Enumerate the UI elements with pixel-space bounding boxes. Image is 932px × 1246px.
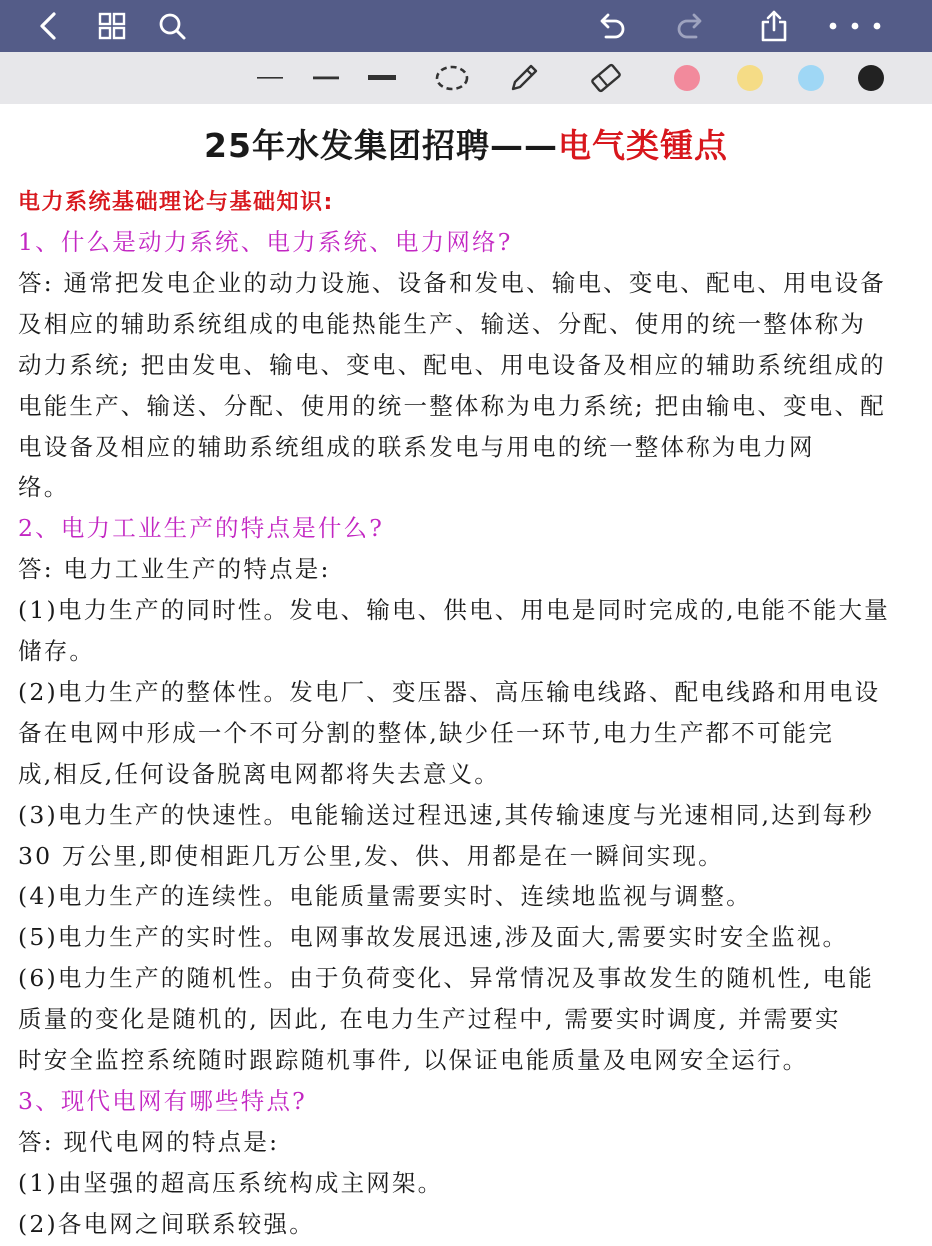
text-line: (1)电力生产的同时性。发电、输电、供电、用电是同时完成的,电能不能大量 [18,596,890,625]
color-swatch [858,65,884,91]
text-line: (2)电力生产的整体性。发电厂、变压器、高压输电线路、配电线路和用电设 [18,677,881,706]
color-yellow-button[interactable] [735,52,765,104]
eraser-button[interactable] [586,52,626,104]
section-heading: 电力系统基础理论与基础知识: [18,190,334,215]
redo-icon [674,11,708,41]
text-line: 30 万公里,即使相距几万公里,发、供、用都是在一瞬间实现。 [18,841,724,870]
color-blue-button[interactable] [796,52,826,104]
pencil-button[interactable] [504,52,544,104]
undo-icon [594,11,628,41]
share-icon [759,9,789,43]
top-navigation-bar [0,0,932,52]
chevron-left-icon [37,11,59,41]
text-line: 答: 通常把发电企业的动力设施、设备和发电、输电、变电、配电、用电设备 [18,268,886,297]
color-swatch [798,65,824,91]
color-swatch [737,65,763,91]
pen-thin-icon [257,75,283,81]
more-icon [825,21,885,31]
question-heading: 3、现代电网有哪些特点? [18,1086,307,1115]
text-line: 及相应的辅助系统组成的电能热能生产、输送、分配、使用的统一整体称为 [18,309,867,338]
text-line: 成,相反,任何设备脱离电网都将失去意义。 [18,759,500,788]
text-line: 电能生产、输送、分配、使用的统一整体称为电力系统; 把由输电、变电、配 [18,391,886,420]
text-line: 储存。 [18,637,96,665]
pen-thin-button[interactable] [255,52,285,104]
text-line: (4)电力生产的连续性。电能质量需要实时、连续地监视与调整。 [18,882,752,911]
pen-medium-icon [313,75,339,81]
document-page [0,104,932,1246]
question-heading: 1、什么是动力系统、电力系统、电力网络? [18,228,513,256]
text-line: (5)电力生产的实时性。电网事故发展迅速,涉及面大,需要实时安全监视。 [18,923,849,952]
search-button[interactable] [154,0,190,52]
text-line: 时安全监控系统随时跟踪随机事件, 以保证电能质量及电网安全运行。 [18,1046,809,1074]
eraser-icon [588,61,624,95]
undo-button[interactable] [592,0,630,52]
grid-icon [97,11,127,41]
color-swatch [674,65,700,91]
text-line: (2)各电网之间联系较强。 [18,1209,315,1238]
text-line: 答: 现代电网的特点是: [18,1127,280,1156]
pen-thick-icon [368,74,396,82]
title-highlight: 电气类锺点 [557,126,728,165]
text-line: 备在电网中形成一个不可分割的整体,缺少任一环节,电力生产都不可能完 [18,718,835,747]
thumbnail-grid-button[interactable] [94,0,130,52]
text-line: (3)电力生产的快速性。电能输送过程迅速,其传输速度与光速相同,达到每秒 [18,800,874,829]
text-line: 答: 电力工业生产的特点是: [18,555,331,584]
text-line: 动力系统; 把由发电、输电、变电、配电、用电设备及相应的辅助系统组成的 [18,350,886,379]
title-main: 25年水发集团招聘—— [204,126,558,165]
color-pink-button[interactable] [672,52,702,104]
share-button[interactable] [756,0,792,52]
text-line: (1)由坚强的超高压系统构成主网架。 [18,1168,444,1197]
text-line: 质量的变化是随机的, 因此, 在电力生产过程中, 需要实时调度, 并需要实 [18,1005,841,1034]
pen-medium-button[interactable] [311,52,341,104]
back-button[interactable] [30,0,66,52]
question-heading: 2、电力工业生产的特点是什么? [18,514,385,543]
text-line: 电设备及相应的辅助系统组成的联系发电与用电的统一整体称为电力网 [18,432,815,461]
annotation-toolbar [0,52,932,104]
redo-button[interactable] [672,0,710,52]
color-black-button[interactable] [856,52,886,104]
more-button[interactable] [822,0,888,52]
search-icon [157,11,187,41]
lasso-button[interactable] [432,52,472,104]
pencil-icon [507,61,541,95]
text-line: 络。 [18,473,70,502]
page-title [0,120,932,167]
pen-thick-button[interactable] [367,52,397,104]
text-line: (6)电力生产的随机性。由于负荷变化、异常情况及事故发生的随机性, 电能 [18,964,874,993]
lasso-icon [434,64,470,92]
